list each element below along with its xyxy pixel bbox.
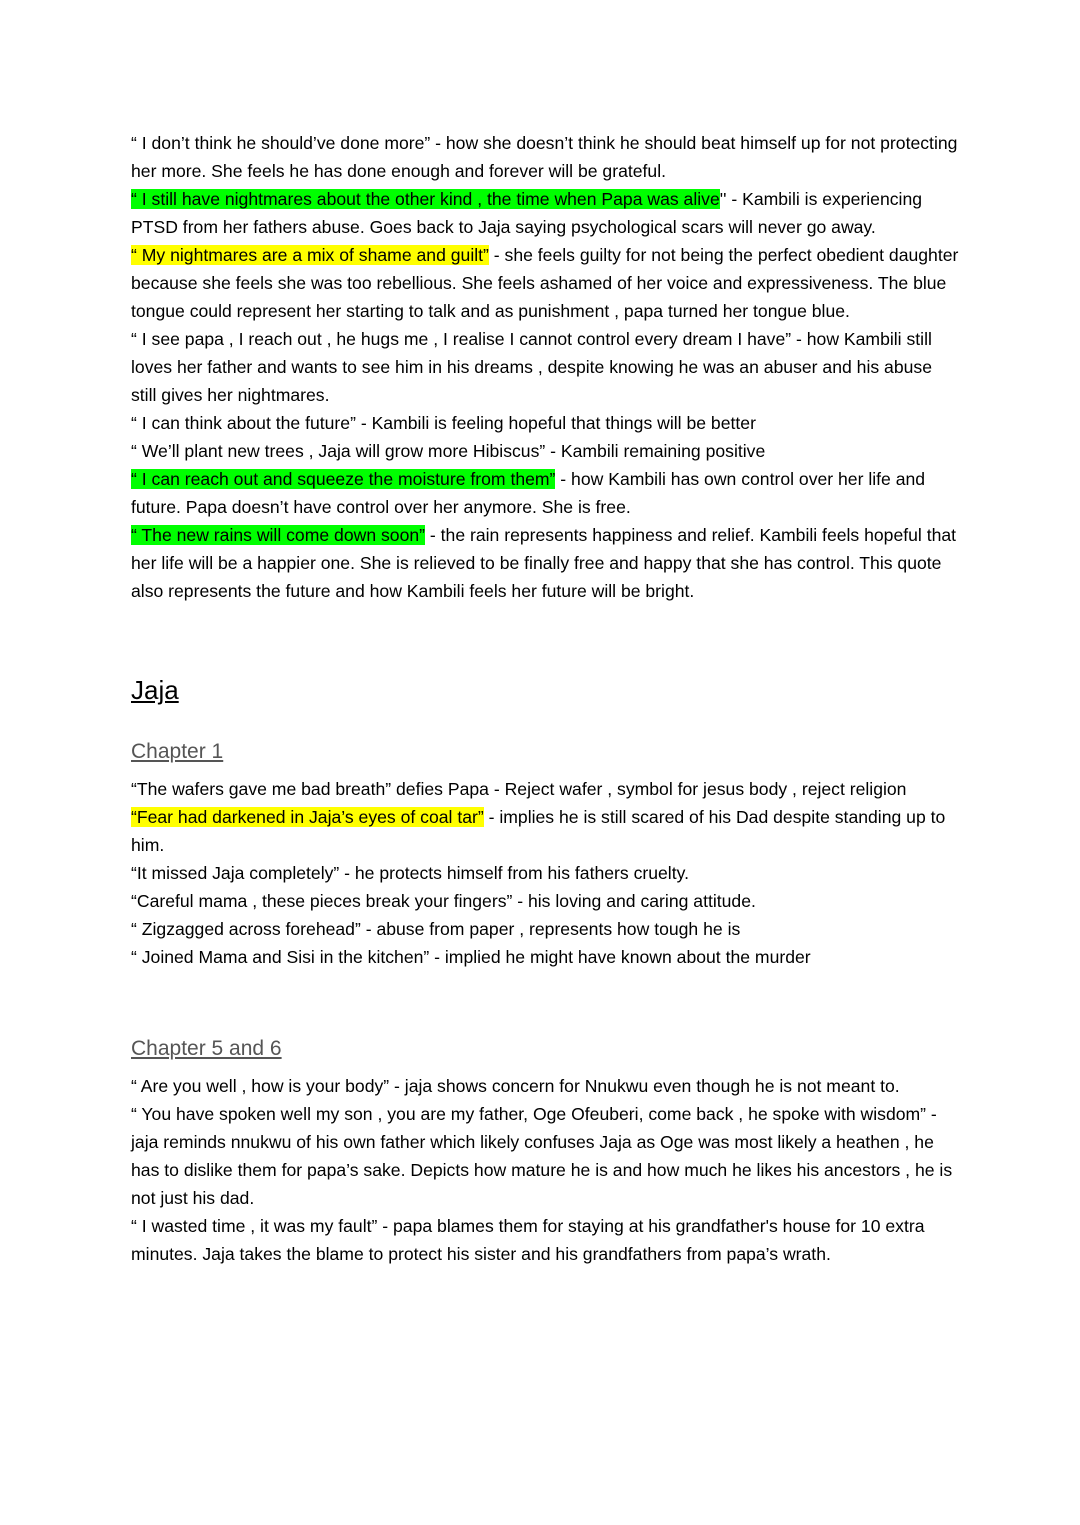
- quote-line: [131, 943, 961, 971]
- analysis-text: - implies he is still scared of his Dad despite standing up to him.: [131, 807, 946, 855]
- analysis-text: “ Are you well , how is your body” - jaja shows concern for Nnukwu even though he is not meant to.: [131, 1076, 900, 1096]
- quote-line: [131, 1212, 961, 1268]
- quote-line: [131, 803, 961, 859]
- analysis-text: “ I see papa , I reach out , he hugs me , I realise I cannot control every dream I have” - how Kambili still loves her father and wants to see him in his dreams , despite knowing he was an abuser and his abuse still gives her nightmares.: [131, 329, 932, 405]
- analysis-text: “Careful mama , these pieces break your fingers” - his loving and caring attitude.: [131, 891, 756, 911]
- analysis-text: “The wafers gave me bad breath” defies Papa - Reject wafer , symbol for jesus body , reject religion: [131, 779, 907, 799]
- analysis-text: “It missed Jaja completely” - he protects himself from his fathers cruelty.: [131, 863, 689, 883]
- quote-line: [131, 775, 961, 803]
- analysis-text: “ You have spoken well my son , you are my father, Oge Ofeuberi, come back , he spoke with wisdom” - jaja reminds nnukwu of his own father which likely confuses Jaja as Oge was most likely a heathen , he has to dislike them for papa’s sake. Depicts how mature he is and how much he likes his ancestors , he is not just his dad.: [131, 1104, 953, 1208]
- kambili-quotes: [131, 129, 961, 605]
- quote-line: [131, 437, 961, 465]
- analysis-text: “ Joined Mama and Sisi in the kitchen” - implied he might have known about the murder: [131, 947, 811, 967]
- chapter-heading: Chapter 1: [131, 740, 224, 763]
- quote-line: [131, 465, 961, 521]
- quote-line: [131, 887, 961, 915]
- analysis-text: “ I don’t think he should’ve done more” - how she doesn’t think he should beat himself up for not protecting her more. She feels he has done enough and forever will be grateful.: [131, 133, 958, 181]
- document-page: [131, 129, 961, 1268]
- quote-line: [131, 241, 961, 325]
- quote-line: [131, 129, 961, 185]
- quote-line: [131, 859, 961, 887]
- analysis-text: “ We’ll plant new trees , Jaja will grow more Hibiscus” - Kambili remaining positive: [131, 441, 766, 461]
- chapter-heading: Chapter 5 and 6: [131, 1037, 282, 1060]
- analysis-text: - how Kambili has own control over her life and future. Papa doesn’t have control over her anymore. She is free.: [131, 469, 926, 517]
- chapter1-quotes: [131, 775, 961, 971]
- analysis-text: “ I can think about the future” - Kambili is feeling hopeful that things will be better: [131, 413, 756, 433]
- quote-line: [131, 1100, 961, 1212]
- quote-line: [131, 409, 961, 437]
- highlighted-quote: “ The new rains will come down soon”: [131, 525, 426, 545]
- highlighted-quote: “ I can reach out and squeeze the moisture from them”: [131, 469, 556, 489]
- highlighted-quote: “Fear had darkened in Jaja’s eyes of coal tar”: [131, 807, 484, 827]
- section-title-jaja: Jaja: [131, 675, 179, 705]
- analysis-text: '' - Kambili is experiencing PTSD from her fathers abuse. Goes back to Jaja saying psychological scars will never go away.: [131, 189, 923, 237]
- analysis-text: “ Zigzagged across forehead” - abuse from paper , represents how tough he is: [131, 919, 741, 939]
- chapter56-quotes: [131, 1072, 961, 1268]
- quote-line: [131, 185, 961, 241]
- highlighted-quote: “ I still have nightmares about the other kind , the time when Papa was alive: [131, 189, 720, 209]
- highlighted-quote: “ My nightmares are a mix of shame and guilt”: [131, 245, 489, 265]
- analysis-text: - the rain represents happiness and relief. Kambili feels hopeful that her life will be a happier one. She is relieved to be finally free and happy that she has control. This quote also represents the future and how Kambili feels her future will be bright.: [131, 525, 957, 601]
- quote-line: [131, 521, 961, 605]
- quote-line: [131, 1072, 961, 1100]
- quote-line: [131, 325, 961, 409]
- analysis-text: - she feels guilty for not being the perfect obedient daughter because she feels she was too rebellious. She feels ashamed of her voice and expressiveness. The blue tongue could represent her starting to talk and as punishment , papa turned her tongue blue.: [131, 245, 959, 321]
- quote-line: [131, 915, 961, 943]
- analysis-text: “ I wasted time , it was my fault” - papa blames them for staying at his grandfather's house for 10 extra minutes. Jaja takes the blame to protect his sister and his grandfathers from papa’s wrath.: [131, 1216, 925, 1264]
